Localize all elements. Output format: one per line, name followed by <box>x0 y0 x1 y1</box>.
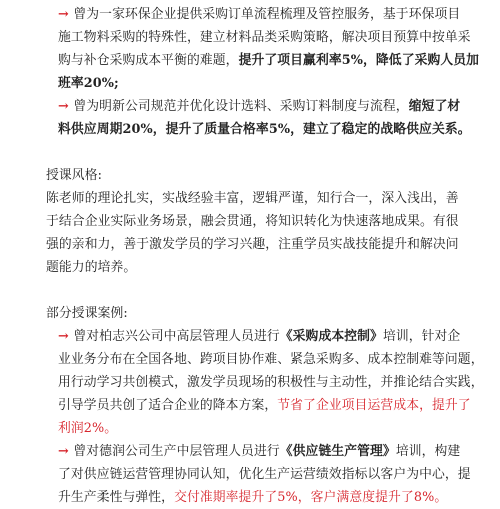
emphasis-text: 《采购成本控制》 <box>279 329 383 344</box>
body-text: 曾对德润公司生产中层管理人员进行 <box>73 444 280 459</box>
red-arrow-icon: → <box>58 444 74 459</box>
emphasis-text: 缩短了材 <box>408 99 461 114</box>
body-text: 曾对柏志兴公司中高层管理人员进行 <box>73 329 280 344</box>
body-text: 曾为一家环保企业提供采购订单流程梳理及管控服务，基于环保项目 <box>73 7 461 22</box>
emphasis-text: 《供应链生产管理》 <box>279 444 396 459</box>
red-arrow-icon: → <box>58 99 74 114</box>
text-line <box>0 4 500 26</box>
emphasis-text: 料供应周期20%，提升了质量合格率5%，建立了稳定的战略供应关系。 <box>58 122 471 137</box>
text-line <box>0 257 500 279</box>
highlight-text: 交付准期率提升了5%，客户满意度提升了8%。 <box>174 490 448 505</box>
text-line <box>0 303 500 325</box>
body-text: 了对供应链运营管理协同认知，优化生产运营绩效指标以客户为中心，提 <box>58 467 471 482</box>
body-text: 用行动学习共创模式，激发学员现场的积极性与主动性，并推论结合实践， <box>58 375 484 390</box>
text-line <box>0 487 500 509</box>
text-line <box>0 73 500 95</box>
body-text: 引导学员共创了适合企业的降本方案， <box>58 398 278 413</box>
text-line <box>0 96 500 118</box>
text-line <box>0 464 500 486</box>
body-text: 培训，构建 <box>395 444 461 459</box>
text-line <box>0 326 500 348</box>
body-text: 陈老师的理论扎实，实战经验丰富，逻辑严谨，知行合一，深入浅出，善 <box>46 191 459 206</box>
body-text: 部分授课案例: <box>46 306 128 321</box>
red-arrow-icon: → <box>58 329 74 344</box>
body-text: 购与补仓采购成本平衡的难题， <box>58 53 239 68</box>
emphasis-text: 提升了项目赢利率5%，降低了采购人员加 <box>238 53 480 68</box>
text-line <box>0 418 500 440</box>
text-line <box>0 372 500 394</box>
text-line <box>0 27 500 49</box>
body-text: 授课风格: <box>46 168 102 183</box>
body-text: 施工物料采购的特殊性，建立材料品类采购策略，解决项目预算中按单采 <box>58 30 471 45</box>
body-text: 业业务分布在全国各地、跨项目协作难、紧急采购多、成本控制难等问题， <box>58 352 484 367</box>
body-text: 强的亲和力，善于激发学员的学习兴趣，注重学员实战技能提升和解决问 <box>46 237 459 252</box>
text-line <box>0 165 500 187</box>
emphasis-text: 班率20%; <box>58 76 119 91</box>
body-text: 于结合企业实际业务场景，融会贯通，将知识转化为快速落地成果。有很 <box>46 214 459 229</box>
text-line <box>0 50 500 72</box>
text-line <box>0 211 500 233</box>
text-line <box>0 349 500 371</box>
text-line <box>0 119 500 141</box>
body-text: 题能力的培养。 <box>46 260 137 275</box>
body-text: 升生产柔性与弹性， <box>58 490 175 505</box>
text-line <box>0 234 500 256</box>
highlight-text: 利润2%。 <box>58 421 118 436</box>
body-text: 曾为明新公司规范并优化设计选料、采购订料制度与流程， <box>73 99 409 114</box>
red-arrow-icon: → <box>58 7 74 22</box>
text-line <box>0 395 500 417</box>
text-line <box>0 441 500 463</box>
body-text: 培训，针对企 <box>382 329 461 344</box>
text-line <box>0 188 500 210</box>
highlight-text: 节省了企业项目运营成本，提升了 <box>277 398 471 413</box>
